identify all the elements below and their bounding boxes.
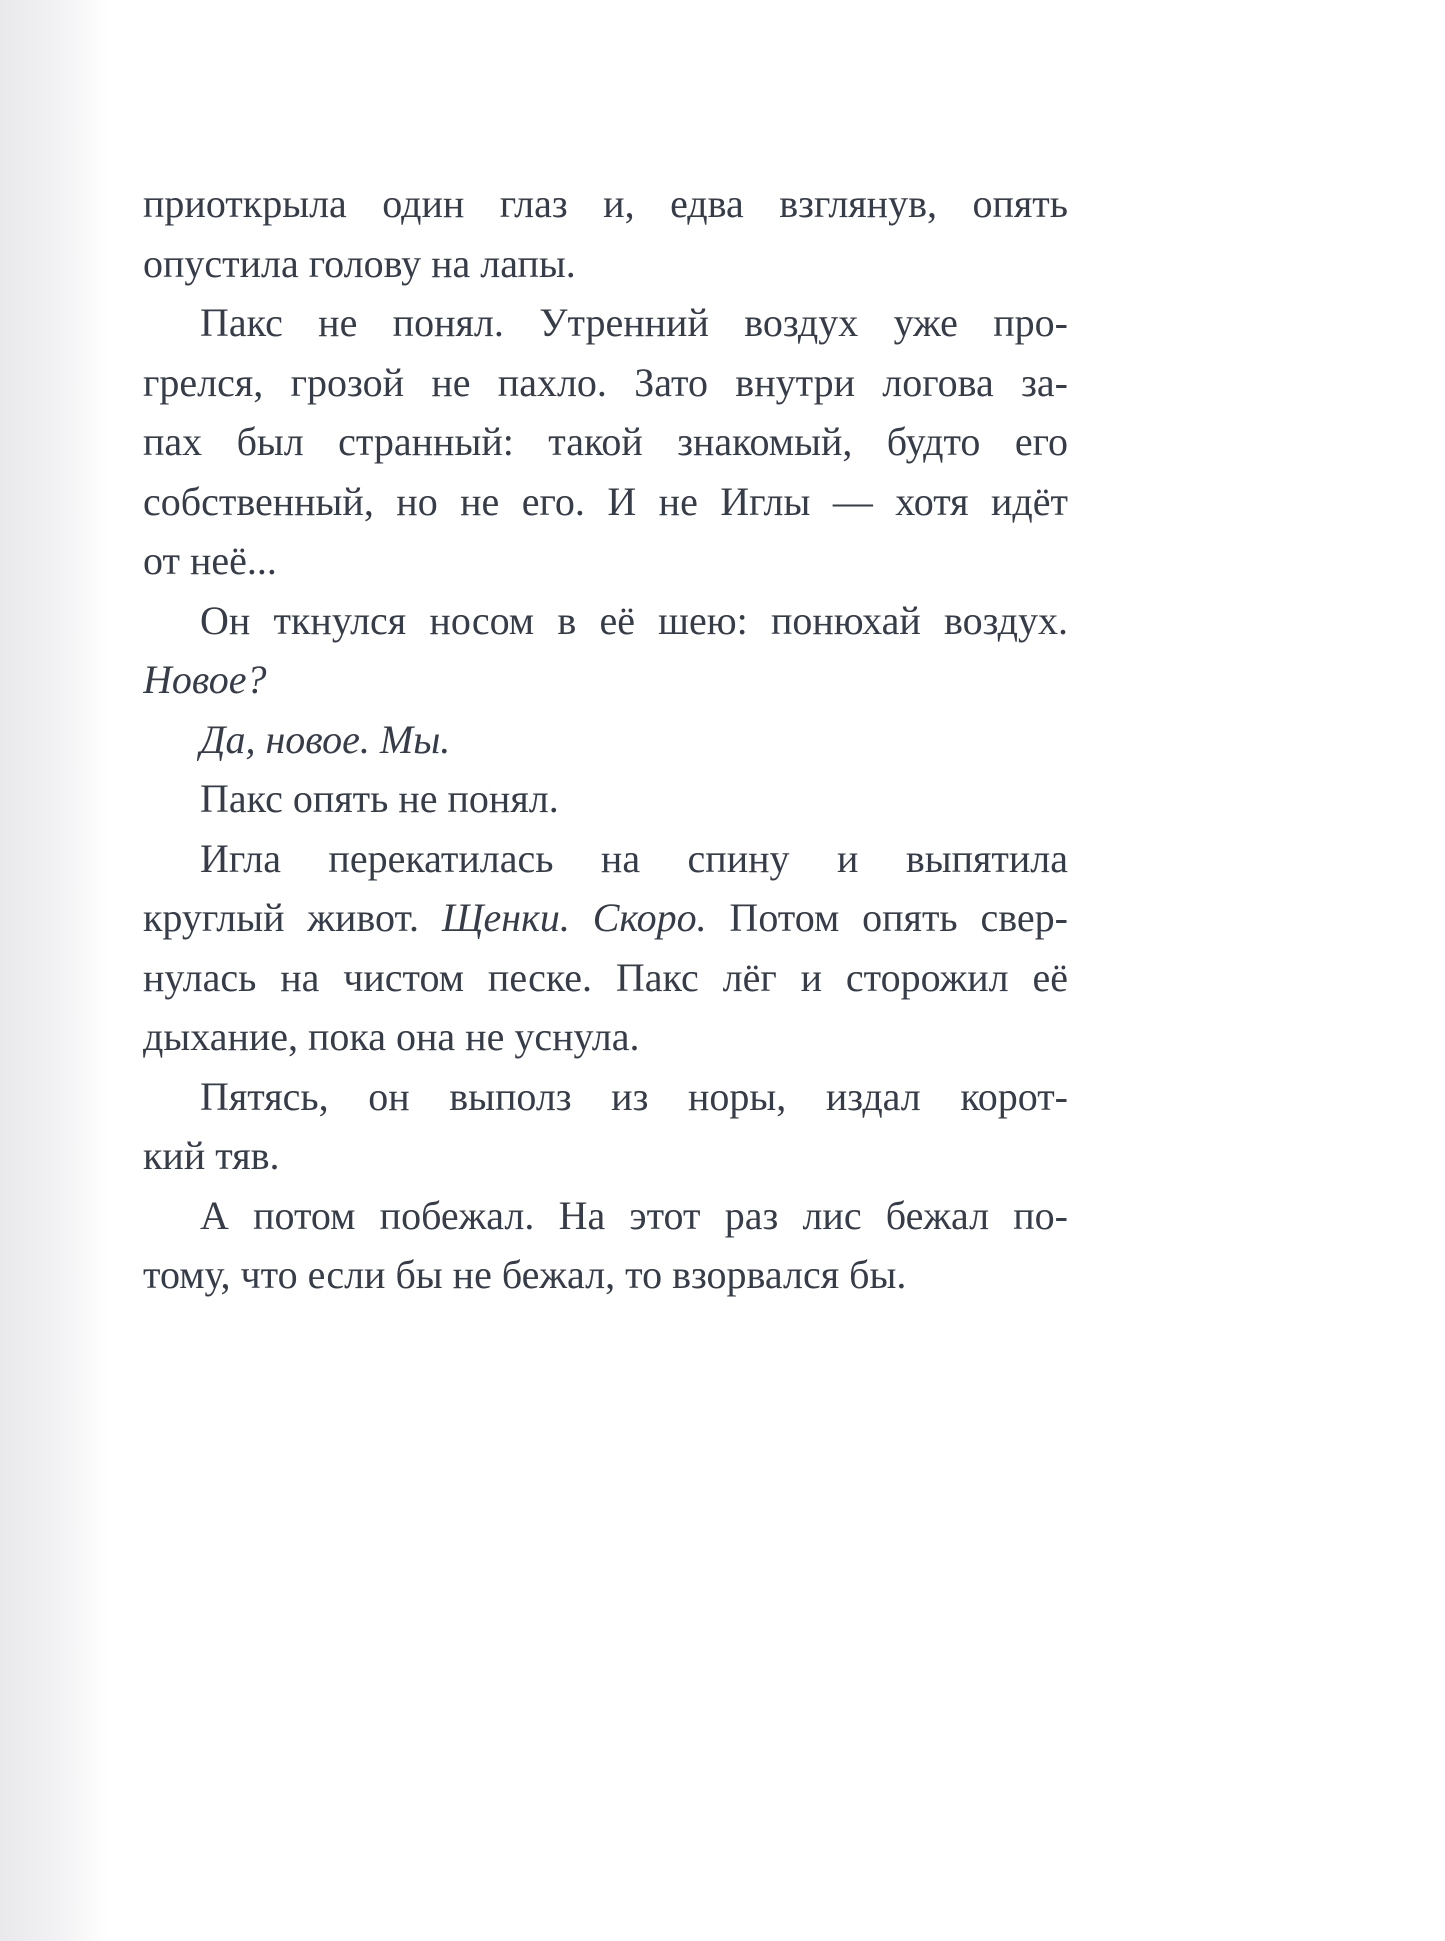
page-text-block bbox=[143, 174, 1068, 1305]
text-line-6 bbox=[143, 472, 1068, 532]
text-segment: нулась на чистом песке. Пакс лёг и сторожил её bbox=[143, 954, 1068, 1000]
text-segment: тому, что если бы не бежал, то взорвался бы. bbox=[143, 1252, 907, 1297]
italic-segment: Щенки. Скоро. bbox=[441, 895, 707, 940]
text-segment: приоткрыла один глаз и, едва взглянув, опять bbox=[143, 181, 1068, 226]
text-segment: от неё... bbox=[143, 538, 277, 583]
text-line-12 bbox=[143, 829, 1068, 889]
text-line-10 bbox=[143, 710, 1068, 770]
text-segment: дыхание, пока она не уснула. bbox=[143, 1014, 640, 1059]
text-segment: Пакс опять не понял. bbox=[200, 776, 559, 821]
text-line-18 bbox=[143, 1186, 1068, 1246]
text-segment: Потом опять свер- bbox=[706, 895, 1068, 940]
text-line-7 bbox=[143, 531, 1068, 591]
text-segment: А потом побежал. На этот раз лис бежал по- bbox=[200, 1192, 1068, 1238]
text-segment: Пакс не понял. Утренний воздух уже про- bbox=[200, 300, 1068, 345]
text-line-14 bbox=[143, 948, 1068, 1008]
text-segment: Игла перекатилась на спину и выпятила bbox=[200, 835, 1068, 881]
text-segment: собственный, но не его. И не Иглы — хотя идёт bbox=[143, 478, 1068, 524]
italic-segment: Новое? bbox=[143, 657, 267, 702]
text-line-15 bbox=[143, 1007, 1068, 1067]
text-segment: кий тяв. bbox=[143, 1133, 280, 1178]
text-line-13 bbox=[143, 888, 1068, 948]
text-line-16 bbox=[143, 1067, 1068, 1127]
text-line-5 bbox=[143, 412, 1068, 472]
text-segment: Он ткнулся носом в её шею: понюхай воздух. bbox=[200, 597, 1068, 643]
text-line-11 bbox=[143, 769, 1068, 829]
text-line-9 bbox=[143, 650, 1068, 710]
text-line-2 bbox=[143, 234, 1068, 294]
text-line-8 bbox=[143, 591, 1068, 651]
text-segment: круглый живот. bbox=[143, 895, 442, 940]
text-line-4 bbox=[143, 353, 1068, 413]
text-segment: Пятясь, он выполз из норы, издал корот- bbox=[200, 1073, 1068, 1119]
italic-segment: Да, новое. Мы. bbox=[200, 716, 451, 762]
text-segment: опустила голову на лапы. bbox=[143, 240, 576, 286]
page-spine-shading bbox=[0, 0, 108, 1941]
text-line-19 bbox=[143, 1245, 1068, 1305]
text-segment: пах был странный: такой знакомый, будто его bbox=[143, 419, 1068, 464]
text-line-1 bbox=[143, 174, 1068, 234]
text-line-17 bbox=[143, 1126, 1068, 1186]
text-segment: грелся, грозой не пахло. Зато внутри логова за- bbox=[143, 359, 1068, 405]
text-line-3 bbox=[143, 293, 1068, 353]
